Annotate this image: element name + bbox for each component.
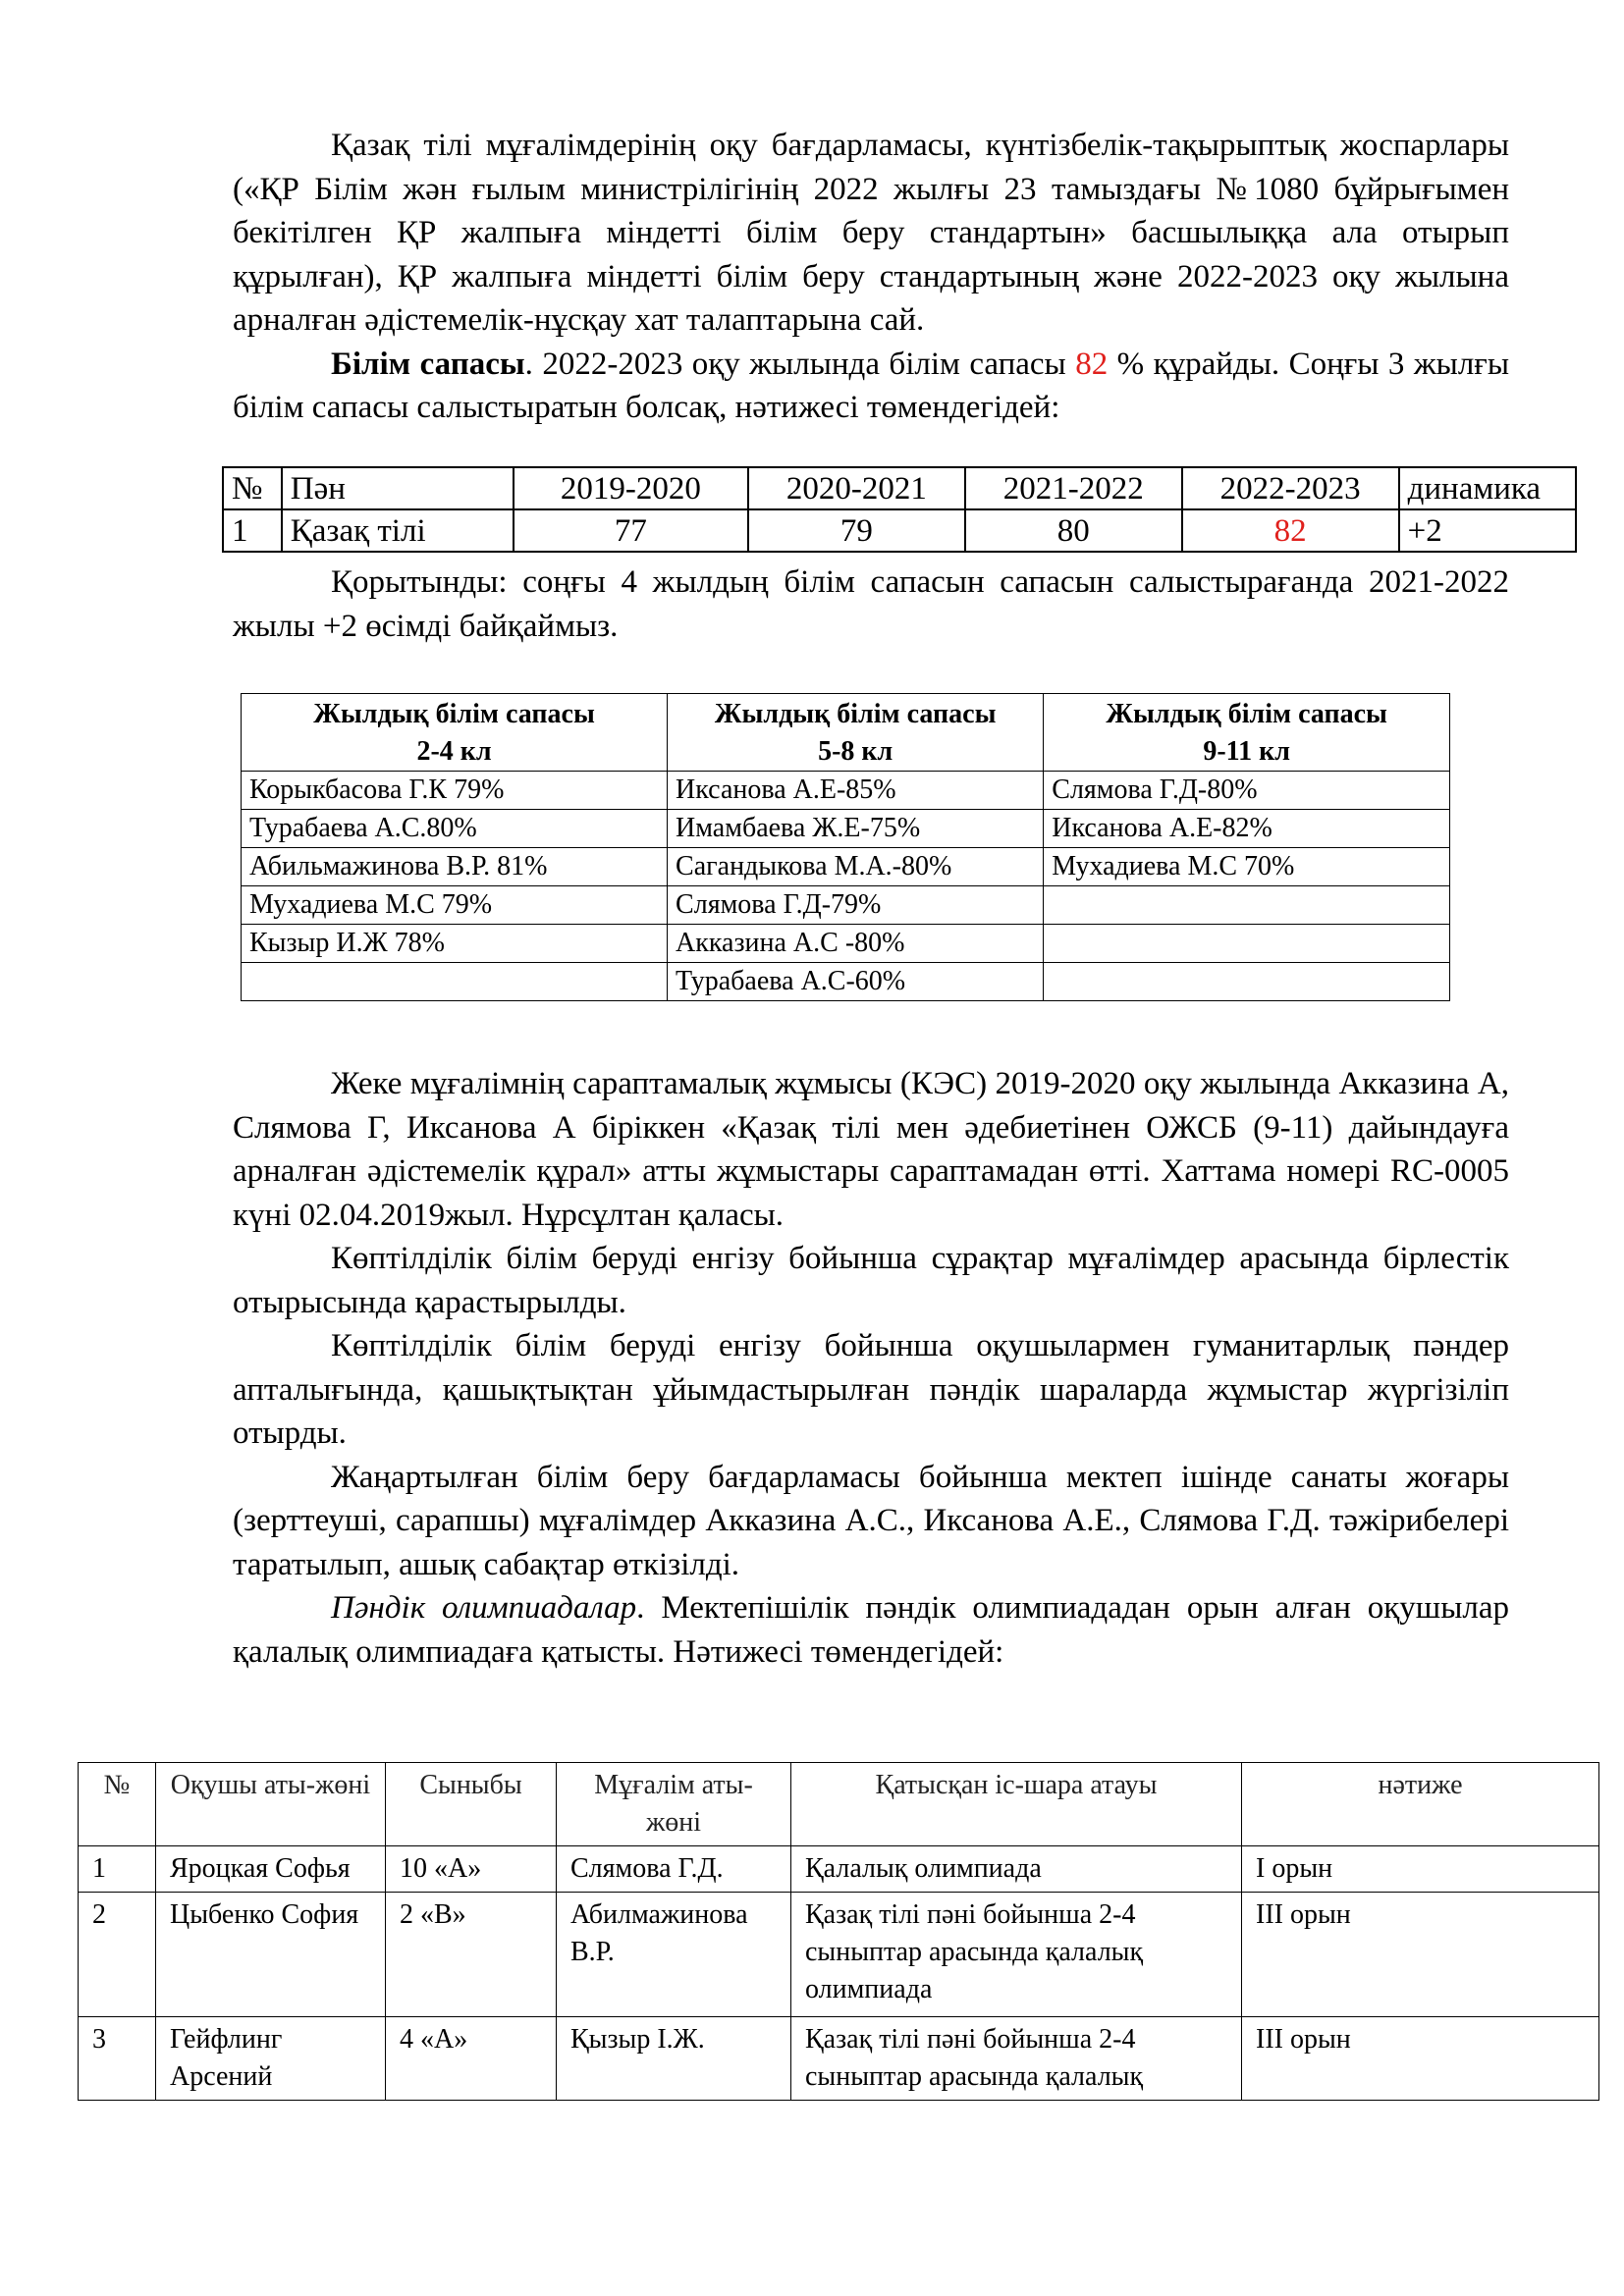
- quality-label: Білім сапасы: [331, 346, 525, 382]
- quality-header-cell: 2020-2021: [748, 467, 965, 509]
- quality-text-a: . 2022-2023 оқу жылында білім сапасы: [524, 346, 1076, 382]
- olympiad-cell: 2 «В»: [386, 1893, 557, 2017]
- header-line: Жылдық білім сапасы: [1106, 699, 1387, 729]
- olympiad-cell: Цыбенко София: [156, 1893, 386, 2017]
- quality-cell: 79: [748, 509, 965, 552]
- teachers-table-row: [242, 963, 1450, 1001]
- olympiad-row: [79, 1846, 1599, 1893]
- olympiad-header-cell: Мұғалім аты-жөні: [557, 1763, 791, 1846]
- multilingual-paragraph-2: Көптілділік білім беруді енгізу бойынша оқушылармен гуманитарлық пәндер апталығында, қашықтықтан ұйымдастырылған пәндік шараларда жұмыстар жүргізіліп отырды.: [233, 1328, 1509, 1451]
- olympiad-text: . Мектепішілік пәндік олимпиададан орын алған оқушылар қалалық олимпиадаға қатысты. Нәтижесі төмендегідей:: [233, 1590, 1509, 1670]
- body-block: [233, 1062, 1509, 1674]
- olympiad-cell: Қазақ тілі пәні бойынша 2-4 сыныптар арасында қалалық олимпиада: [791, 1893, 1242, 2017]
- multilingual-paragraph-1: Көптілділік білім беруді енгізу бойынша сұрақтар мұғалімдер арасында бірлестік отырысында қарастырылды.: [233, 1241, 1509, 1320]
- teachers-table-row: [242, 772, 1450, 810]
- header-line: Жылдық білім сапасы: [313, 699, 595, 729]
- teachers-quality-table: [241, 693, 1450, 1001]
- quality-header-cell: 2019-2020: [514, 467, 748, 509]
- teacher-cell: Слямова Г.Д-79%: [668, 886, 1044, 925]
- quality-cell: Қазақ тілі: [282, 509, 514, 552]
- quality-value: 82: [1075, 346, 1109, 382]
- quality-cell: 1: [223, 509, 282, 552]
- olympiad-header-cell: Сыныбы: [386, 1763, 557, 1846]
- teacher-cell: Акказина А.С -80%: [668, 925, 1044, 963]
- header-line: 9-11 кл: [1203, 736, 1290, 767]
- quality-cell: 80: [965, 509, 1182, 552]
- teachers-table-row: [242, 810, 1450, 848]
- teachers-table-row: [242, 848, 1450, 886]
- olympiad-header-cell: Оқушы аты-жөні: [156, 1763, 386, 1846]
- conclusion-paragraph: Қорытынды: соңғы 4 жылдың білім сапасын сапасын салыстырағанда 2021-2022 жылы +2 өсімді байқаймыз.: [233, 564, 1509, 644]
- teacher-cell: Турабаева А.С-60%: [668, 963, 1044, 1001]
- olympiad-label: Пәндік олимпиадалар: [331, 1590, 637, 1626]
- teacher-cell: [242, 963, 668, 1001]
- teacher-cell: Сагандыкова М.А.-80%: [668, 848, 1044, 886]
- teacher-cell: [1044, 886, 1450, 925]
- teacher-cell: Имамбаева Ж.Е-75%: [668, 810, 1044, 848]
- quality-header-cell: динамика: [1399, 467, 1576, 509]
- teachers-header-cell: [1044, 694, 1450, 772]
- quality-cell-current: 82: [1182, 509, 1399, 552]
- conclusion-block: [233, 561, 1509, 648]
- quality-header-cell: №: [223, 467, 282, 509]
- teachers-table-row: [242, 886, 1450, 925]
- olympiad-header-row: [79, 1763, 1599, 1846]
- olympiad-cell: ІІІ орын: [1242, 2017, 1599, 2101]
- olympiad-paragraph: [233, 1586, 1509, 1674]
- quality-table-row: [223, 509, 1576, 552]
- document-page: [233, 116, 1509, 430]
- updated-program-paragraph: Жаңартылған білім беру бағдарламасы бойынша мектеп ішінде санаты жоғары (зерттеуші, сарапшы) мұғалімдер Акказина А.С., Иксанова А.Е., Слямова Г.Д. тәжірибелері таратылып, ашық сабақтар өткізілді.: [233, 1459, 1509, 1582]
- teacher-cell: Абильмажинова В.Р. 81%: [242, 848, 668, 886]
- olympiad-cell: І орын: [1242, 1846, 1599, 1893]
- teachers-header-cell: [668, 694, 1044, 772]
- quality-cell: 77: [514, 509, 748, 552]
- quality-header-cell: 2021-2022: [965, 467, 1182, 509]
- olympiad-row: [79, 1893, 1599, 2017]
- teacher-cell: Мухадиева М.С 79%: [242, 886, 668, 925]
- quality-table-header-row: [223, 467, 1576, 509]
- teachers-header-cell: [242, 694, 668, 772]
- teacher-cell: Турабаева А.С.80%: [242, 810, 668, 848]
- olympiad-cell: ІІІ орын: [1242, 1893, 1599, 2017]
- quality-cell: +2: [1399, 509, 1576, 552]
- olympiad-table: [78, 1762, 1599, 2101]
- quality-header-cell: 2022-2023: [1182, 467, 1399, 509]
- teacher-cell: Корыкбасова Г.К 79%: [242, 772, 668, 810]
- olympiad-cell: 4 «А»: [386, 2017, 557, 2101]
- olympiad-cell: 2: [79, 1893, 156, 2017]
- quality-paragraph: [233, 343, 1509, 430]
- quality-table: [222, 466, 1577, 553]
- olympiad-cell: Гейфлинг Арсений: [156, 2017, 386, 2101]
- teacher-cell: [1044, 925, 1450, 963]
- teachers-table-header-row: [242, 694, 1450, 772]
- olympiad-cell: Қызыр І.Ж.: [557, 2017, 791, 2101]
- olympiad-header-cell: нәтиже: [1242, 1763, 1599, 1846]
- quality-text-b: % құрайды. Соңғы 3 жылғы білім сапасы салыстыратын болсақ, нәтижесі төмендегідей:: [233, 346, 1509, 425]
- olympiad-cell: Қазақ тілі пәні бойынша 2-4 сыныптар арасында қалалық: [791, 2017, 1242, 2101]
- header-line: 2-4 кл: [416, 736, 492, 767]
- olympiad-header-cell: №: [79, 1763, 156, 1846]
- teacher-cell: [1044, 963, 1450, 1001]
- kes-paragraph: Жеке мұғалімнің сараптамалық жұмысы (КЭС) 2019-2020 оқу жылында Акказина А, Слямова Г, Иксанова А біріккен «Қазақ тілі мен әдебиетінен ОЖСБ (9-11) дайындауға арналған әдістемелік құрал» атты жұмыстары сараптамадан өтті. Хаттама номері RC-0005 күні 02.04.2019жыл. Нұрсұлтан қаласы.: [233, 1066, 1509, 1233]
- olympiad-cell: Слямова Г.Д.: [557, 1846, 791, 1893]
- teacher-cell: Слямова Г.Д-80%: [1044, 772, 1450, 810]
- olympiad-cell: Абилмажинова В.Р.: [557, 1893, 791, 2017]
- olympiad-cell: 10 «А»: [386, 1846, 557, 1893]
- header-line: 5-8 кл: [818, 736, 893, 767]
- intro-paragraph: Қазақ тілі мұғалімдерінің оқу бағдарламасы, күнтізбелік-тақырыптық жоспарлары («ҚР Білім жән ғылым министрілігінің 2022 жылғы 23 тамыздағы №1080 бұйрығымен бекітілген ҚР жалпыға міндетті білім беру стандартын» басшылыққа ала отырып құрылған), ҚР жалпыға міндетті білім беру стандартының және 2022-2023 оқу жылына арналған әдістемелік-нұсқау хат талаптарына сай.: [233, 128, 1509, 338]
- header-line: Жылдық білім сапасы: [714, 699, 997, 729]
- olympiad-cell: 3: [79, 2017, 156, 2101]
- olympiad-row: [79, 2017, 1599, 2101]
- teacher-cell: Кызыр И.Ж 78%: [242, 925, 668, 963]
- olympiad-header-cell: Қатысқан іс-шара атауы: [791, 1763, 1242, 1846]
- teacher-cell: Мухадиева М.С 70%: [1044, 848, 1450, 886]
- quality-header-cell: Пән: [282, 467, 514, 509]
- teachers-table-row: [242, 925, 1450, 963]
- teacher-cell: Иксанова А.Е-85%: [668, 772, 1044, 810]
- olympiad-cell: Яроцкая Софья: [156, 1846, 386, 1893]
- olympiad-cell: 1: [79, 1846, 156, 1893]
- olympiad-cell: Қалалық олимпиада: [791, 1846, 1242, 1893]
- teacher-cell: Иксанова А.Е-82%: [1044, 810, 1450, 848]
